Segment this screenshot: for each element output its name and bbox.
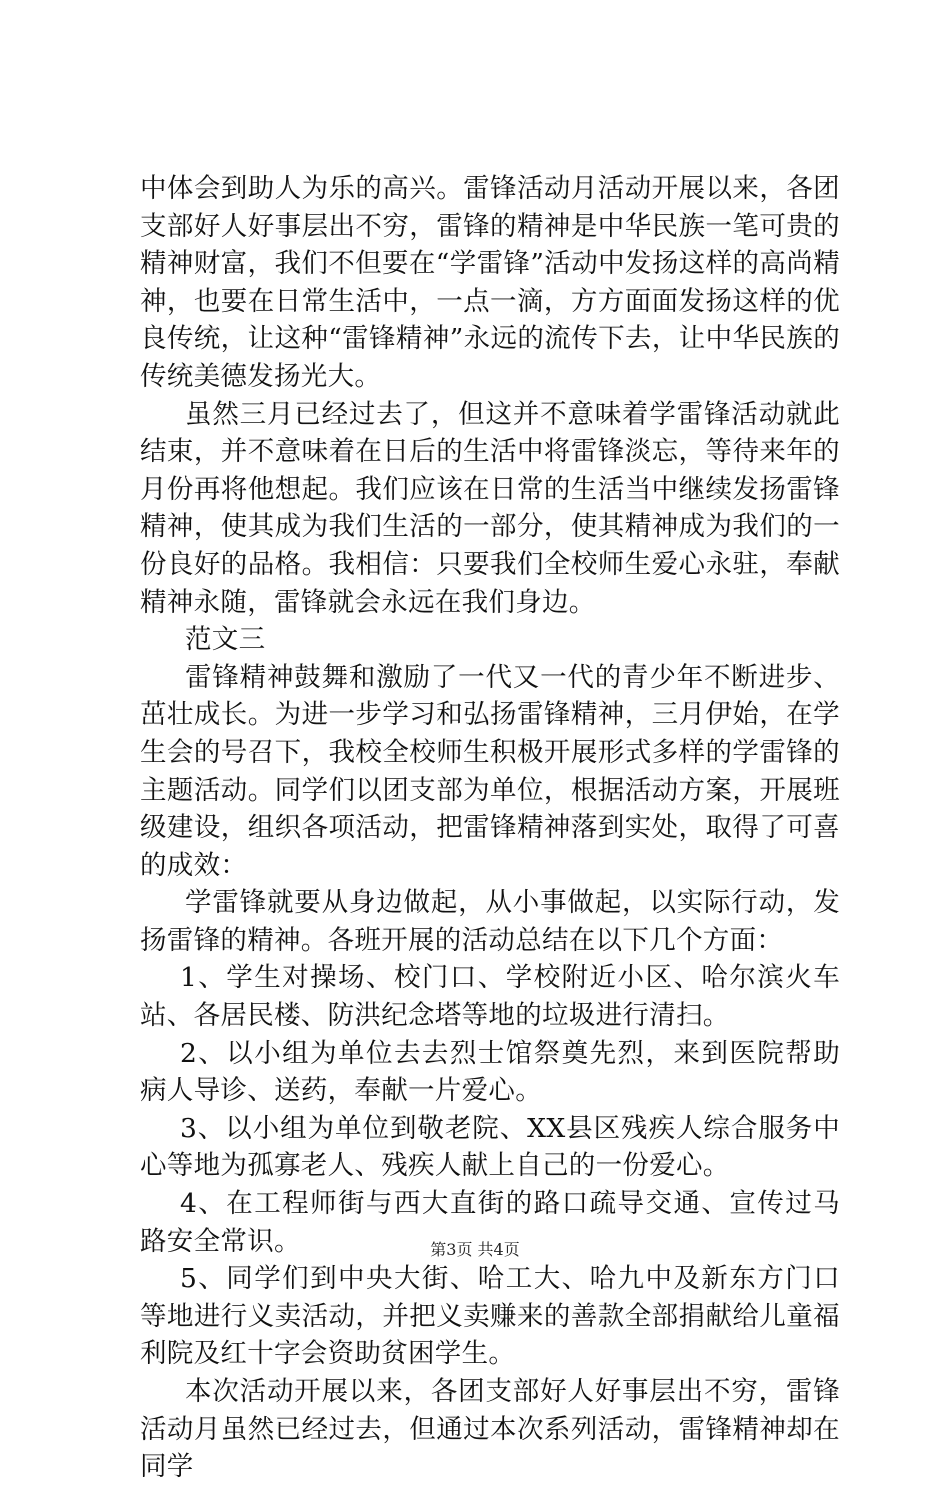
page-number: 第3页 共4页 — [430, 1240, 520, 1259]
list-item: 1、学生对操场、校门口、学校附近小区、哈尔滨火车站、各居民楼、防洪纪念塔等地的垃圾进行清扫。 — [140, 962, 840, 1032]
paragraph: 雷锋精神鼓舞和激励了一代又一代的青少年不断进步、茁壮成长。为进一步学习和弘扬雷锋精神，三月伊始，在学生会的号召下，我校全校师生积极开展形式多样的学雷锋的主题活动。同学们以团支部为单位，根据活动方案，开展班级建设，组织各项活动，把雷锋精神落到实处，取得了可喜的成效： — [140, 661, 840, 881]
list-item: 2、以小组为单位去去烈士馆祭奠先烈，来到医院帮助病人导诊、送药，奉献一片爱心。 — [140, 1037, 840, 1107]
document-body — [140, 170, 840, 1486]
paragraph: 学雷锋就要从身边做起，从小事做起，以实际行动，发扬雷锋的精神。各班开展的活动总结在以下几个方面： — [140, 887, 840, 956]
paragraph: 虽然三月已经过去了，但这并不意味着学雷锋活动就此结束，并不意味着在日后的生活中将雷锋淡忘，等待来年的月份再将他想起。我们应该在日常的生活当中继续发扬雷锋精神，使其成为我们生活的一部分，使其精神成为我们的一份良好的品格。我相信：只要我们全校师生爱心永驻，奉献精神永随，雷锋就会永远在我们身边。 — [140, 398, 840, 618]
list-item: 3、以小组为单位到敬老院、XX县区残疾人综合服务中心等地为孤寡老人、残疾人献上自己的一份爱心。 — [140, 1112, 840, 1182]
list-item: 4、在工程师街与西大直街的路口疏导交通、宣传过马路安全常识。 — [140, 1188, 840, 1257]
paragraph: 本次活动开展以来，各团支部好人好事层出不穷，雷锋活动月虽然已经过去，但通过本次系列活动，雷锋精神却在同学 — [140, 1376, 840, 1483]
page-footer — [0, 1240, 950, 1260]
section-heading: 范文三 — [185, 624, 266, 656]
list-item: 5、同学们到中央大街、哈工大、哈九中及新东方门口等地进行义卖活动，并把义卖赚来的善款全部捐献给儿童福利院及红十字会资助贫困学生。 — [140, 1263, 840, 1370]
paragraph-continuation: 中体会到助人为乐的高兴。雷锋活动月活动开展以来，各团支部好人好事层出不穷，雷锋的精神是中华民族一笔可贵的精神财富，我们不但要在“学雷锋”活动中发扬这样的高尚精神，也要在日常生活中，一点一滴，方方面面发扬这样的优良传统，让这种“雷锋精神”永远的流传下去，让中华民族的传统美德发扬光大。 — [140, 173, 840, 392]
